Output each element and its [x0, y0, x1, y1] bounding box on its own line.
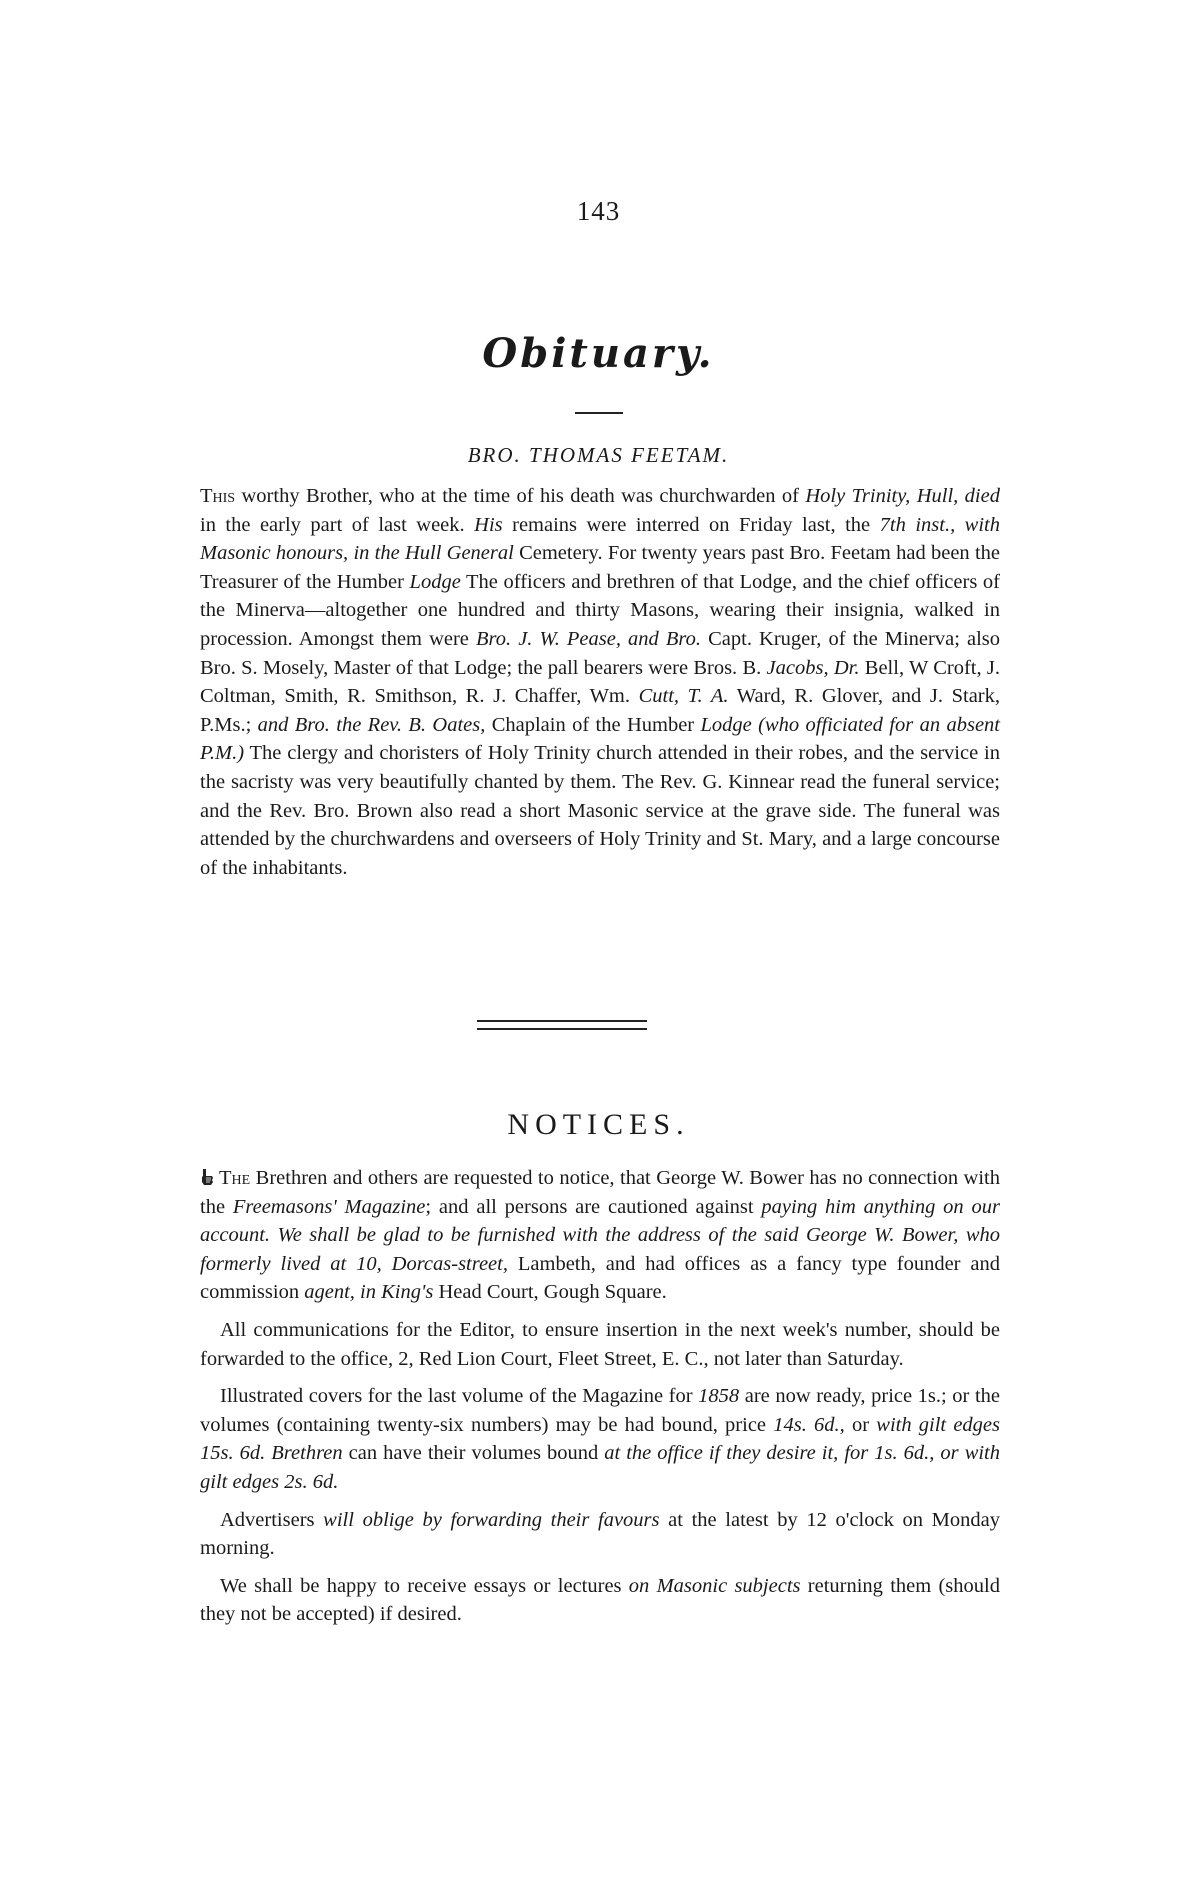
- text-run: Lambeth, and had offices as a fancy type founder and commission: [200, 1252, 1001, 1304]
- italic-text-run: 7th inst., with Masonic honours, in the Hull General: [200, 513, 1000, 565]
- text-run: worthy Brother, who at the time of his death was churchwarden of: [235, 485, 806, 507]
- italic-text-run: His: [474, 513, 503, 536]
- text-run: Head Court, Gough Square.: [433, 1281, 667, 1304]
- pointing-hand-icon: [200, 1166, 216, 1184]
- text-run: Illustrated covers for the last volume of the Magazine for: [220, 1385, 699, 1408]
- obituary-section-title: Obituary.: [482, 330, 715, 377]
- text-run: can have their volumes bound: [342, 1442, 605, 1465]
- text-run: Brethren and others are requested to notice, that George W. Bower has no connection with the: [200, 1167, 1000, 1218]
- short-divider-rule: [575, 412, 623, 414]
- obituary-lead-word: This: [200, 485, 236, 507]
- text-run: All communications for the Editor, to ensure insertion in the next week's number, should be forwarded to the office, 2, Red Lion Court, Fleet Street, E. C., not later than Saturday.: [200, 1318, 1000, 1370]
- italic-text-run: Bro. J. W. Pease, and Bro.: [476, 627, 702, 650]
- notice-paragraph: [200, 1316, 1000, 1373]
- text-run: are now ready, price 1s.; or the volumes (containing twenty-six numbers) may be had bound, price: [200, 1385, 1000, 1436]
- text-run: at the latest by 12 o'clock on Monday morning.: [200, 1508, 1000, 1560]
- italic-text-run: Holy Trinity, Hull, died: [805, 485, 1000, 507]
- obituary-heading: BRO. THOMAS FEETAM.: [467, 443, 730, 467]
- notices-body: [200, 1164, 1000, 1638]
- italic-text-run: with gilt edges 15s. 6d. Brethren: [200, 1413, 1000, 1465]
- text-run: remains were interred on Friday last, the: [502, 513, 880, 536]
- text-run: in the early part of last week.: [200, 513, 475, 536]
- notices-section-title: NOTICES.: [507, 1108, 690, 1141]
- italic-text-run: will oblige by forwarding their favours: [323, 1508, 660, 1531]
- text-run: Cemetery. For twenty years past Bro. Feetam had been the Treasurer of the Humber: [200, 542, 1000, 593]
- obituary-body: [200, 482, 1000, 882]
- text-run: We shall be happy to receive essays or lectures: [220, 1574, 629, 1597]
- italic-text-run: and Bro. the Rev. B. Oates,: [257, 713, 486, 736]
- text-run: The clergy and choristers of Holy Trinity church attended in their robes, and the service in the sacristy was very beautifully chanted by them. The Rev. G. Kinnear read the funeral service; and the Rev. Bro. Brown also read a short Masonic service at the grave side. The funeral was attended by the churchwardens and overseers of Holy Trinity and St. Mary, and a large concourse of the inhabitants.: [200, 742, 1000, 879]
- italic-text-run: paying him anything on our account. We shall be glad to be furnished with the address of the said George W. Bower, who formerly lived at 10, Dorcas-street,: [200, 1195, 1000, 1275]
- text-run: Capt. Kruger, of the Minerva; also Bro. S. Mosely, Master of that Lodge; the pall bearers were Bros. B.: [200, 627, 1000, 679]
- text-run: Ward, R. Glover, and J. Stark, P.Ms.;: [200, 685, 1000, 736]
- text-run: Advertisers: [220, 1508, 324, 1531]
- obituary-text: [200, 485, 1000, 879]
- text-run: ; and all persons are cautioned against: [425, 1195, 762, 1218]
- italic-text-run: on Masonic subjects: [628, 1574, 801, 1597]
- double-divider-rule: [477, 1020, 647, 1030]
- text-run: Chaplain of the Humber: [485, 713, 701, 736]
- notice-paragraph: [200, 1506, 1000, 1563]
- italic-text-run: Cutt, T. A.: [638, 685, 729, 708]
- italic-text-run: at the office if they desire it, for 1s. 6d., or with gilt edges 2s. 6d.: [200, 1442, 1001, 1493]
- italic-text-run: Lodge (who officiated for an absent P.M.): [200, 713, 1000, 765]
- text-run: or: [844, 1413, 877, 1436]
- italic-text-run: 14s. 6d.,: [773, 1413, 845, 1436]
- italic-text-run: Freemasons' Magazine: [232, 1195, 426, 1218]
- notice-paragraph: [200, 1382, 1000, 1496]
- text-run: Bell, W Croft, J. Coltman, Smith, R. Smithson, R. J. Chaffer, Wm.: [200, 656, 1000, 708]
- text-run: The officers and brethren of that Lodge, and the chief officers of the Minerva—altogether one hundred and thirty Masons, wearing their insignia, walked in procession. Amongst them were: [200, 570, 1000, 650]
- italic-text-run: 1858: [698, 1385, 740, 1408]
- italic-text-run: agent, in King's: [304, 1281, 434, 1304]
- notice-paragraph: [200, 1164, 1000, 1307]
- italic-text-run: Lodge: [409, 570, 461, 593]
- page-number: 143: [576, 196, 621, 226]
- notice-lead-word: The: [219, 1167, 251, 1189]
- notice-paragraph: [200, 1572, 1000, 1629]
- italic-text-run: Jacobs, Dr.: [766, 656, 860, 679]
- text-run: returning them (should they not be accepted) if desired.: [200, 1574, 1000, 1626]
- obituary-paragraph: [200, 482, 1000, 882]
